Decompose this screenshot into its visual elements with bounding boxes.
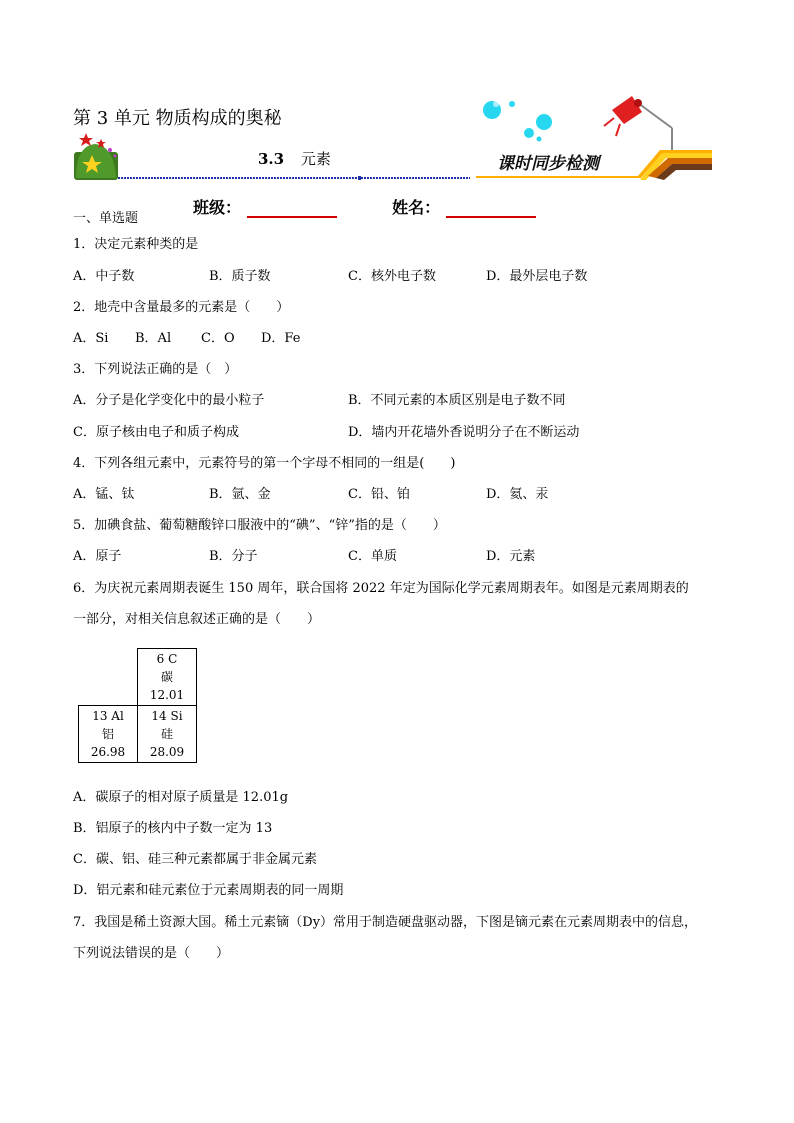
element-cell-carbon [138,649,197,706]
question-2-option-d[interactable]: D．Fe [261,331,301,346]
unit-title: 第 3 单元 物质构成的奥秘 [73,108,282,129]
question-1-option-a[interactable]: A．中子数 [73,269,135,284]
silicon-name: 硅 [160,727,173,741]
question-2-option-a[interactable]: A．Si [73,331,109,346]
star-badge-icon [74,133,118,180]
student-info-line [193,195,536,218]
silicon-mass: 28.09 [149,745,185,759]
question-6-stem-line1: 6．为庆祝元素周期表诞生 150 周年，联合国将 2022 年定为国际化学元素周期表年。如图是元素周期表的 [73,581,689,596]
question-6-option-a[interactable]: A．碳原子的相对原子质量是 12.01g [73,790,289,805]
lesson-number: 3.3 [258,150,285,168]
element-cell-aluminum [79,706,138,763]
aluminum-mass: 26.98 [90,745,126,759]
carbon-mass: 12.01 [149,688,185,702]
question-1-option-c[interactable]: C．核外电子数 [348,269,436,284]
brand-label: 课时同步检测 [497,154,599,174]
aluminum-name: 铝 [101,727,114,741]
question-5-option-a[interactable]: A．原子 [73,549,122,564]
question-4-option-a[interactable]: A．锰、钛 [73,487,135,502]
question-4-option-d[interactable]: D．氦、汞 [486,487,549,502]
question-2-option-b[interactable]: B．Al [135,331,172,346]
question-6-option-d[interactable]: D．铝元素和硅元素位于元素周期表的同一周期 [73,883,344,898]
section-title: 一、单选题 [73,211,139,226]
periodic-table-excerpt [78,648,197,763]
class-blank[interactable] [247,202,337,218]
empty-cell [79,649,138,706]
carbon-number-symbol: 6 C [156,652,178,666]
lesson-title: 元素 [300,150,331,168]
question-3-option-c[interactable]: C．原子核由电子和质子构成 [73,425,239,440]
question-6-option-b[interactable]: B．铝原子的核内中子数一定为 13 [73,821,273,836]
question-2-stem: 2．地壳中含量最多的元素是（ ） [73,300,290,315]
question-1-option-b[interactable]: B．质子数 [209,269,271,284]
carbon-name: 碳 [160,670,173,684]
question-4-stem: 4．下列各组元素中，元素符号的第一个字母不相同的一组是( ) [73,456,456,471]
question-5-option-d[interactable]: D．元素 [486,549,536,564]
question-3-option-d[interactable]: D．墙内开花墙外香说明分子在不断运动 [348,425,580,440]
element-cell-silicon [138,706,197,763]
name-label: 姓名： [392,198,441,217]
class-label: 班级： [193,198,242,217]
desk-lamp-icon [604,96,672,152]
question-5-option-b[interactable]: B．分子 [209,549,258,564]
question-6-option-c[interactable]: C．碳、铝、硅三种元素都属于非金属元素 [73,852,317,867]
bubbles-icon [483,101,552,142]
question-3-option-a[interactable]: A．分子是化学变化中的最小粒子 [73,393,265,408]
name-blank[interactable] [446,202,536,218]
question-3-option-b[interactable]: B．不同元素的本质区别是电子数不同 [348,393,566,408]
question-5-stem: 5．加碘食盐、葡萄糖酸锌口服液中的“碘”、“锌”指的是（ ） [73,518,446,533]
question-3-stem: 3．下列说法正确的是（ ） [73,362,238,377]
question-2-option-c[interactable]: C．O [201,331,235,346]
question-1-stem: 1．决定元素种类的是 [73,237,199,252]
question-5-option-c[interactable]: C．单质 [348,549,397,564]
silicon-number-symbol: 14 Si [151,709,183,723]
question-7-stem-line2: 下列说法错误的是（ ） [73,946,230,961]
question-4-option-b[interactable]: B．氩、金 [209,487,271,502]
aluminum-number-symbol: 13 Al [92,709,124,723]
question-4-option-c[interactable]: C．铅、铂 [348,487,410,502]
question-1-option-d[interactable]: D．最外层电子数 [486,269,588,284]
question-7-stem-line1: 7．我国是稀土资源大国。稀土元素镝（Dy）常用于制造硬盘驱动器，下图是镝元素在元素周期表中的信息， [73,915,698,930]
question-6-stem-line2: 一部分，对相关信息叙述正确的是（ ） [73,612,321,627]
header-decoration [0,0,794,200]
lesson-heading [258,148,331,169]
